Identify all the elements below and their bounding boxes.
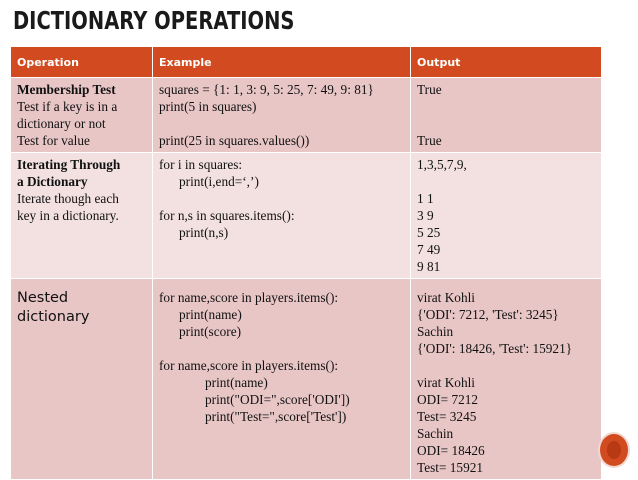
- output-line: {'ODI': 18426, 'Test': 15921}: [417, 341, 573, 356]
- output-line: True: [417, 82, 442, 97]
- badge-center: [607, 441, 621, 459]
- output-cell: [411, 78, 602, 153]
- example-cell: [153, 78, 411, 153]
- output-cell: [411, 153, 602, 279]
- output-line: 1 1: [417, 191, 434, 206]
- output-line: [417, 173, 595, 190]
- output-line: 5 25: [417, 225, 441, 240]
- output-line: 7 49: [417, 242, 441, 257]
- output-line: [417, 98, 595, 115]
- operation-desc: Test if a key is in a: [17, 99, 118, 114]
- table-header-row: [11, 47, 602, 78]
- header-operation: Operation: [11, 47, 153, 78]
- output-line: {'ODI': 7212, 'Test': 3245}: [417, 307, 559, 322]
- output-line: virat Kohli: [417, 375, 475, 390]
- output-line: Sachin: [417, 324, 454, 339]
- page-title: DICTIONARY OPERATIONS: [13, 6, 295, 35]
- table-row: [11, 153, 602, 279]
- code-line: print(score): [179, 324, 242, 339]
- example-cell: [153, 279, 411, 480]
- operation-desc: key in a dictionary.: [17, 208, 119, 223]
- operation-title: a Dictionary: [17, 174, 88, 189]
- output-line: ODI= 18426: [417, 443, 485, 458]
- output-line: [417, 115, 595, 132]
- output-line: Test= 15921: [417, 460, 484, 475]
- code-line: print("Test=",score['Test']): [205, 409, 347, 424]
- code-line: print(i,end=‘,’): [179, 174, 259, 189]
- output-cell: [411, 279, 602, 480]
- table-row: [11, 279, 602, 480]
- code-line: squares = {1: 1, 3: 9, 5: 25, 7: 49, 9: 81}: [159, 82, 374, 97]
- code-line: for name,score in players.items():: [159, 358, 339, 373]
- code-line: [159, 190, 404, 207]
- code-line: for name,score in players.items():: [159, 290, 339, 305]
- code-line: print(25 in squares.values()): [159, 133, 310, 148]
- output-line: 9 81: [417, 259, 441, 274]
- code-line: for n,s in squares.items():: [159, 208, 295, 223]
- code-line: print(name): [205, 375, 268, 390]
- output-line: 1,3,5,7,9,: [417, 157, 467, 172]
- operation-cell: [11, 78, 153, 153]
- output-line: 3 9: [417, 208, 434, 223]
- code-line: print(name): [179, 307, 242, 322]
- code-line: print("ODI=",score['ODI']): [205, 392, 350, 407]
- code-line: [159, 340, 404, 357]
- operation-desc: Test for value: [17, 133, 90, 148]
- operation-desc: Iterate though each: [17, 191, 119, 206]
- code-line: print(n,s): [179, 225, 229, 240]
- table-row: [11, 78, 602, 153]
- output-line: True: [417, 133, 442, 148]
- operation-cell: [11, 153, 153, 279]
- operation-title: Iterating Through: [17, 157, 121, 172]
- operation-title: dictionary: [17, 309, 90, 325]
- operation-title: Membership Test: [17, 82, 116, 97]
- operation-cell: [11, 279, 153, 480]
- output-line: ODI= 7212: [417, 392, 479, 407]
- header-example: Example: [153, 47, 411, 78]
- operation-desc: dictionary or not: [17, 116, 106, 131]
- output-line: Test= 3245: [417, 409, 477, 424]
- code-line: for i in squares:: [159, 157, 243, 172]
- operations-table: [10, 46, 602, 480]
- output-line: [417, 357, 595, 374]
- slide-badge-icon: [598, 432, 630, 468]
- operation-title: Nested: [17, 290, 69, 306]
- example-cell: [153, 153, 411, 279]
- output-line: virat Kohli: [417, 290, 475, 305]
- output-line: Sachin: [417, 426, 454, 441]
- code-line: print(5 in squares): [159, 99, 257, 114]
- header-output: Output: [411, 47, 602, 78]
- code-line: [159, 115, 404, 132]
